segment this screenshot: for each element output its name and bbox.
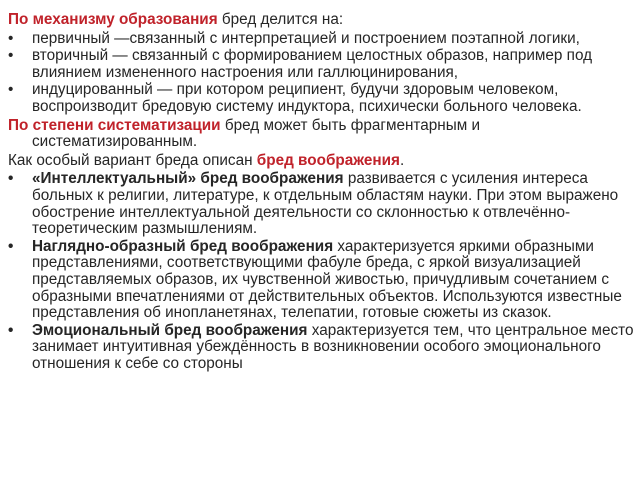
- list-item: [8, 323, 634, 373]
- section-systematization: [8, 118, 634, 151]
- mechanism-heading-rest: бред делится на:: [217, 11, 344, 28]
- systematization-text-line2: систематизированным.: [32, 133, 198, 151]
- list-item-bold: «Интеллектуальный» бред воображения: [32, 170, 344, 188]
- imagination-highlight: бред воображения: [256, 151, 400, 169]
- mechanism-list: [8, 31, 634, 116]
- list-item-text: первичный —связанный с интерпретацией и построением поэтапной логики,: [32, 29, 580, 47]
- list-item-bold: Наглядно-образный бред воображения: [32, 237, 334, 255]
- list-item: [8, 239, 634, 322]
- list-item: [8, 48, 634, 81]
- section-mechanism-intro: [8, 12, 634, 29]
- systematization-heading: По степени систематизации: [8, 116, 221, 134]
- list-item: [8, 82, 634, 115]
- list-item: [8, 31, 634, 48]
- list-item-text: развивается с усиления интереса больных к религии, литературе, к отдельным областям науки. При этом выражено обострение интеллектуальной деятельности со склонностью к отвлечённо-теоретическим размышлениям.: [32, 170, 619, 238]
- bullet-icon: •: [8, 237, 14, 255]
- imagination-intro-end: .: [399, 151, 405, 169]
- bullet-icon: •: [8, 29, 14, 47]
- mechanism-heading: По механизму образования: [8, 11, 218, 28]
- bullet-icon: •: [8, 81, 14, 99]
- list-item-text: характеризуется яркими образными представлениями, соответствующими фабуле бреда, с яркой визуализацией представляемых образов, их чувственной живостью, причудливым сочетанием с образными впечатлениями от действительных объектов. Используются известные представления об инопланетянах, телепатии, готовые сюжеты из сказок.: [32, 237, 622, 322]
- imagination-list: [8, 171, 634, 372]
- list-item-bold: Эмоциональный бред воображения: [32, 321, 308, 339]
- list-item-text: вторичный — связанный с формированием целостных образов, например под влиянием измененного настроения или галлюцинирования,: [32, 47, 593, 81]
- list-item-text: характеризуется тем, что центральное место занимает интуитивная убеждённость в возникновении особого эмоционального отношения к себе со стороны: [32, 321, 634, 372]
- list-item-text: индуцированный — при котором реципиент, будучи здоровым человеком, воспроизводит бредовую систему индуктора, психически больного человека.: [32, 81, 582, 115]
- section-imagination-intro: [8, 153, 634, 170]
- bullet-icon: •: [8, 321, 14, 339]
- list-item: [8, 171, 634, 237]
- imagination-intro-text: Как особый вариант бреда описан: [8, 151, 257, 169]
- bullet-icon: •: [8, 170, 14, 188]
- systematization-text-line1: бред может быть фрагментарным и: [220, 116, 481, 134]
- bullet-icon: •: [8, 47, 14, 65]
